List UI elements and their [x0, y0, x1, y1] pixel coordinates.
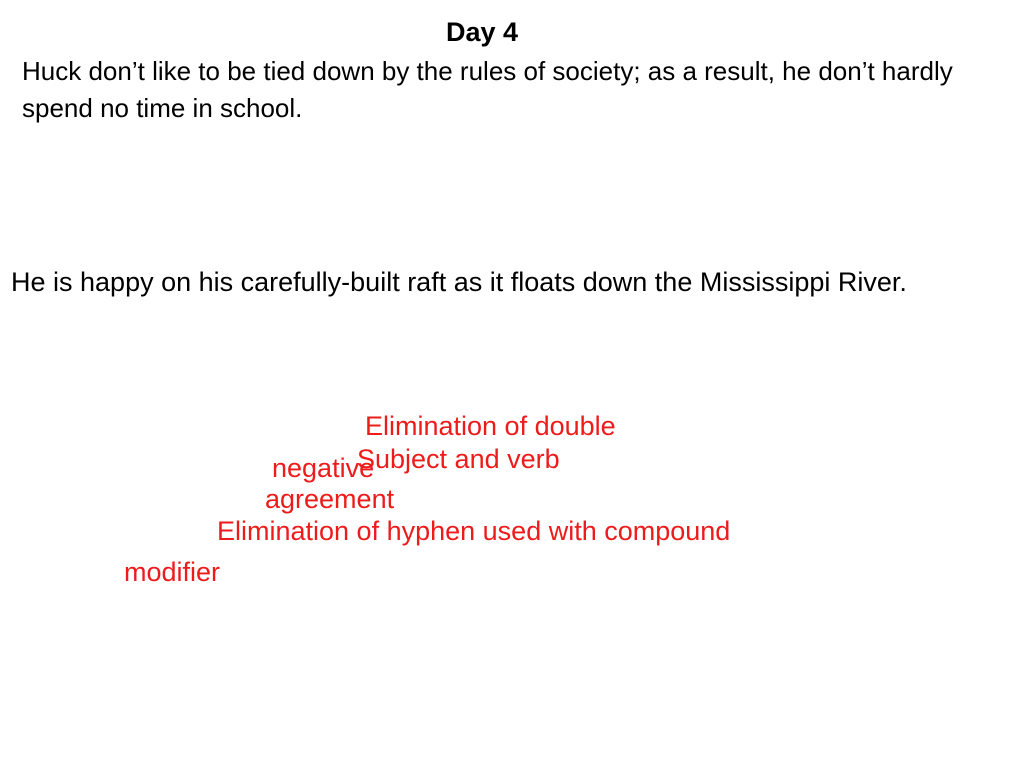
slide-title: Day 4	[446, 17, 519, 47]
annotation-double-negative-line-1: Elimination of double	[365, 411, 616, 441]
sentence-1: Huck don’t like to be tied down by the rules of society; as a result, he don’t hardly spend no time in school.	[22, 56, 953, 123]
annotation-hyphen-line-1: Elimination of hyphen used with compound	[217, 516, 731, 546]
annotation-hyphen-line-2: modifier	[124, 557, 221, 587]
annotation-subject-verb-line-1: Subject and verb	[357, 444, 560, 474]
annotation-subject-verb-line-2: agreement	[265, 484, 395, 514]
sentence-2: He is happy on his carefully-built raft as it floats down the Mississippi River.	[11, 267, 907, 297]
annotation-double-negative-line-2: negative	[272, 453, 375, 483]
